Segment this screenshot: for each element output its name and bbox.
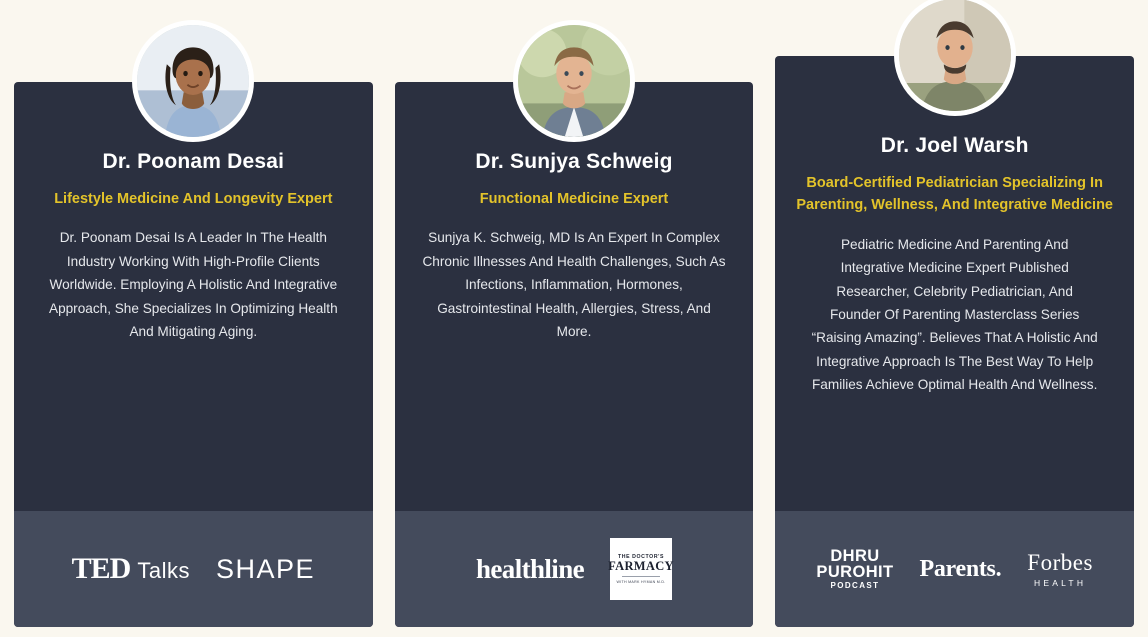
shape-logo [216, 554, 315, 585]
parents-wordmark: Parents. [919, 555, 1002, 582]
healthline-wordmark: healthline [476, 553, 585, 584]
doctors-farmacy-host-text: WITH MARK HYMAN M.D. [616, 580, 666, 585]
dhru-line-1: DHRU [830, 546, 880, 565]
doctors-farmacy-wordmark: FARMACY [608, 558, 674, 573]
expert-card-content [395, 82, 754, 511]
forbes-wordmark: Forbes [1027, 550, 1093, 575]
ted-talks-word: Talks [137, 558, 190, 583]
shape-wordmark: SHAPE [215, 553, 316, 584]
photo-dr-sunjya-schweig [513, 20, 635, 142]
photo-dr-poonam-desai [132, 20, 254, 142]
press-logos-strip [395, 511, 754, 627]
doctors-farmacy-top-text: THE DOCTOR'S [617, 553, 665, 560]
press-logos-strip [14, 511, 373, 627]
ted-talks-logo [72, 552, 190, 586]
expert-card-content [775, 56, 1134, 511]
expert-role: Board-Certified Pediatrician Specializing In Parenting, Wellness, And Integrative Medicine [796, 175, 1114, 214]
expert-name: Dr. Poonam Desai [102, 150, 285, 173]
parents-logo [919, 556, 1001, 583]
expert-name: Dr. Sunjya Schweig [475, 150, 673, 173]
expert-card-sunjya-schweig[interactable] [395, 82, 754, 627]
dhru-purohit-podcast-logo [816, 548, 893, 591]
expert-role: Lifestyle Medicine And Longevity Expert [54, 191, 333, 207]
expert-bio: Dr. Poonam Desai Is A Leader In The Health Industry Working With High-Profile Clients Worldwide. Employing A Holistic And Integrative Approach, She Specializes In Optimizing Health And Mitigating Aging. [49, 230, 338, 339]
dhru-line-2: PUROHIT [816, 563, 894, 582]
expert-card-poonam-desai[interactable] [14, 82, 373, 627]
dhru-line-3: PODCAST [830, 581, 880, 591]
doctors-farmacy-logo [610, 538, 672, 600]
expert-role: Functional Medicine Expert [479, 191, 669, 207]
forbes-health-word: HEALTH [1034, 578, 1087, 588]
forbes-health-logo [1027, 550, 1093, 588]
expert-card-joel-warsh[interactable] [775, 56, 1134, 627]
expert-bio: Sunjya K. Schweig, MD Is An Expert In Complex Chronic Illnesses And Health Challenges, Such As Infections, Inflammation, Hormones, Gastrointestinal Health, Allergies, Stress, And More. [422, 230, 726, 339]
press-logos-strip [775, 511, 1134, 627]
expert-bio: Pediatric Medicine And Parenting And Integrative Medicine Expert Published Researcher, Celebrity Pediatrician, And Founder Of Parenting Masterclass Series “Raising Amazing”. Believes That A Holistic And Integrative Approach Is The Best Way To Help Families Achieve Optimal Health And Wellness. [811, 236, 1098, 393]
ted-wordmark: TED [71, 552, 131, 585]
divider [622, 576, 660, 577]
expert-card-content [14, 82, 373, 511]
expert-name: Dr. Joel Warsh [880, 134, 1029, 157]
healthline-logo [476, 554, 584, 585]
